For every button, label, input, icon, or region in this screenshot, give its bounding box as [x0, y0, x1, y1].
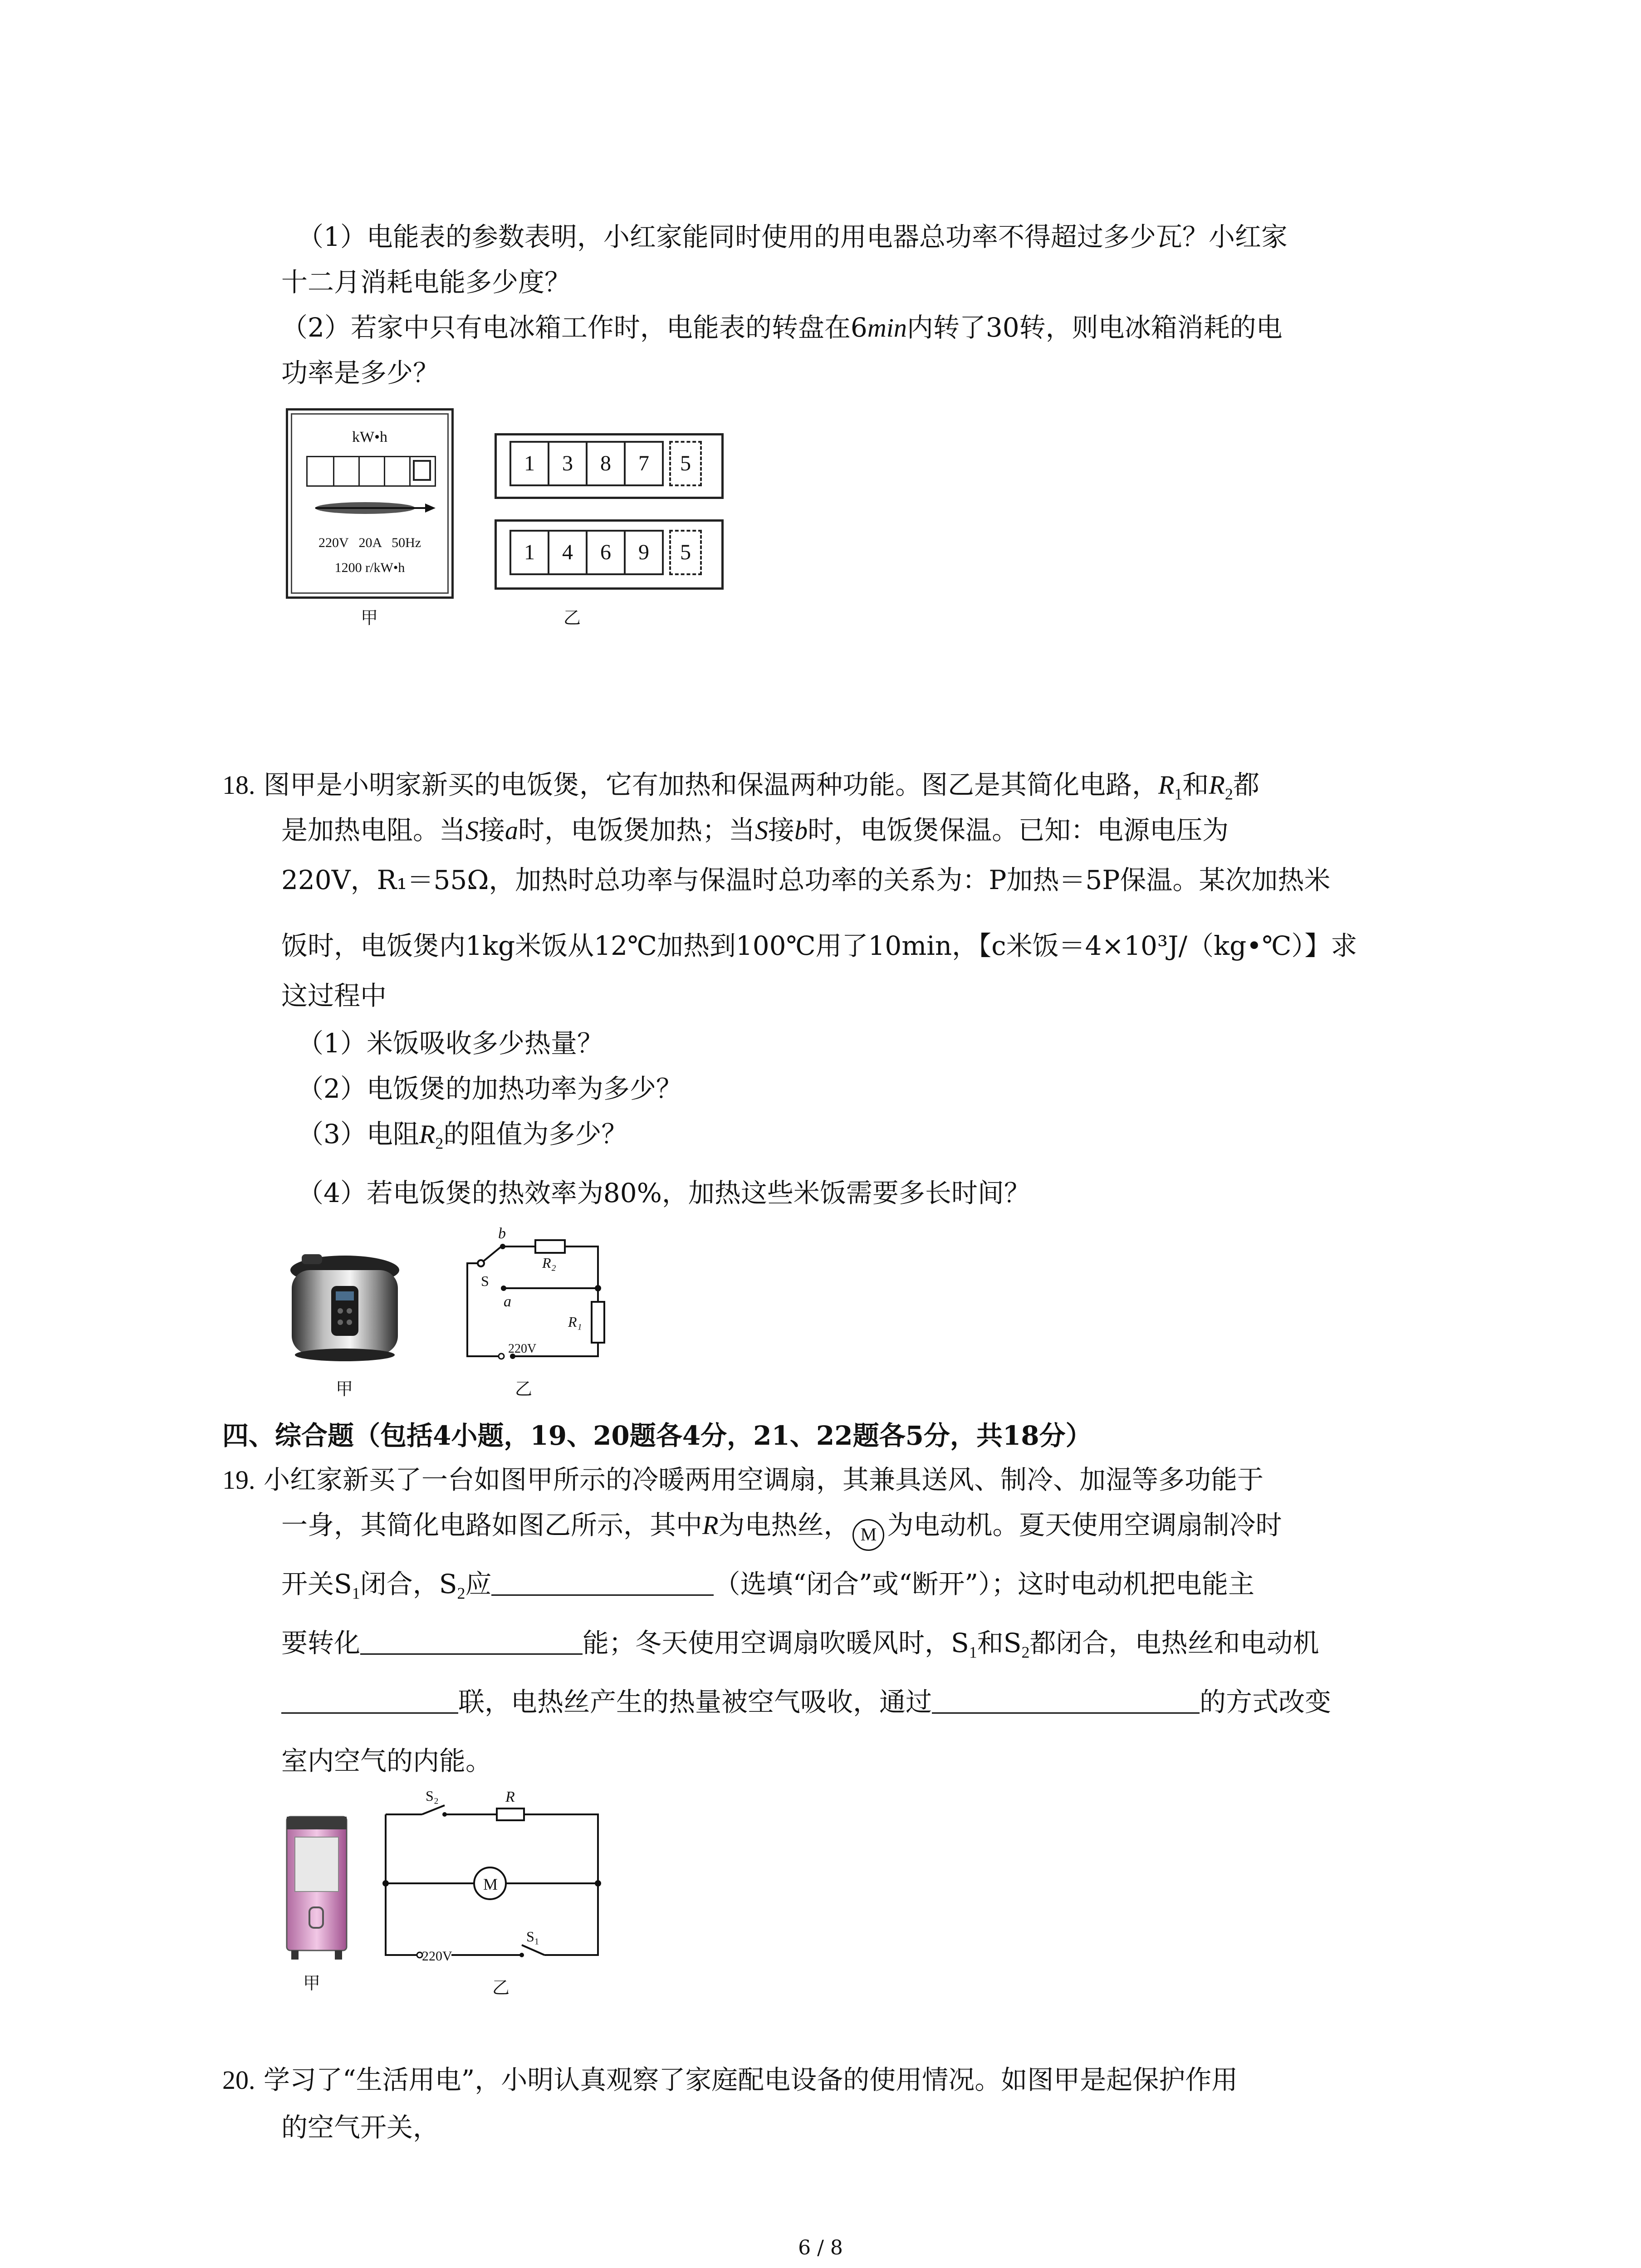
circuit-label-voltage: 220V [508, 1342, 537, 1356]
q19-line2: 一身，其简化电路如图乙所示，其中R为电热丝， M 为电动机。夏天使用空调扇制冷时 [281, 1507, 1282, 1551]
q20-line1: 20. 学习了“生活用电”，小明认真观察了家庭配电设备的使用情况。如图甲是起保护作用 [222, 2064, 1238, 2095]
meter-caption: 甲 [361, 608, 378, 628]
q18-sub3: （3）电阻$R_2$的阻值为多少？ [297, 1119, 628, 1153]
q17-part1-line1: （1）电能表的参数表明，小红家能同时使用的用电器总功率不得超过多少瓦？小红家 [297, 221, 1288, 252]
q19-line3: 开关$S_1$闭合，$S_2$应 （选填“闭合”或“断开”）；这时电动机把电能主 [281, 1566, 1254, 1602]
fan-circuit-label-m: M [483, 1875, 498, 1893]
q17-part2-line1: （2）若家中只有电冰箱工作时，电能表的转盘在6min内转了30转，则电冰箱消耗的电 [281, 312, 1283, 343]
motor-symbol-icon: M [852, 1519, 884, 1551]
fan-circuit-caption: 乙 [492, 1978, 510, 1998]
q17-part1-line2: 十二月消耗电能多少度？ [281, 267, 571, 298]
q19-line4: 要转化 能；冬天使用空调扇吹暖风时，$S_1$和$S_2$都闭合，电热丝和电动机 [281, 1625, 1319, 1661]
q18-line1: 18. 图甲是小明家新买的电饭煲，它有加热和保温两种功能。图乙是其简化电路，$R_1$和$R_2$都 [222, 769, 1259, 803]
rice-cooker-caption: 甲 [336, 1379, 353, 1399]
circuit-label-b: b [498, 1225, 506, 1242]
fan-circuit-label-voltage: 220V [422, 1949, 452, 1964]
meter-constant: 1200 r/kW•h [334, 560, 405, 575]
page-number: 6 / 8 [798, 2236, 843, 2259]
reading-digit: 3 [548, 441, 588, 486]
reading-box-bottom [495, 519, 724, 590]
fan-circuit-label-s2: S₂ [426, 1788, 439, 1804]
rice-cooker-circuit [449, 1220, 617, 1374]
meter-rating: 220V 20A 50Hz [318, 535, 421, 550]
answer-blank-1[interactable] [491, 1567, 714, 1596]
reading-digit: 6 [586, 530, 626, 575]
circuit-label-a: a [504, 1293, 511, 1310]
air-cooler-fan-image [281, 1812, 354, 1964]
fan-caption: 甲 [303, 1973, 321, 1993]
fan-circuit-label-s1: S₁ [526, 1928, 539, 1945]
reading-digit: 9 [624, 530, 664, 575]
q18-sub1: （1）米饭吸收多少热量？ [297, 1028, 603, 1059]
q18-line5: 这过程中 [281, 980, 387, 1011]
reading-digit: 1 [509, 530, 549, 575]
reading-digit: 4 [548, 530, 588, 575]
section4-heading: 四、综合题（包括4小题，19、20题各4分，21、22题各5分，共18分） [222, 1420, 1092, 1451]
q19-line6: 室内空气的内能。 [281, 1745, 492, 1776]
circuit-label-r1: R₁ [568, 1314, 582, 1330]
q18-line2: 是加热电阻。当S接a时，电饭煲加热；当S接b时，电饭煲保温。已知：电源电压为 [281, 815, 1229, 846]
electric-meter-figure [286, 408, 454, 599]
q18-line3: 220V，R₁＝55Ω，加热时总功率与保温时总功率的关系为：P加热＝5P保温。某次加热米 [281, 865, 1331, 895]
fan-circuit-label-r: R [505, 1789, 515, 1805]
circuit-label-s: S [481, 1273, 489, 1289]
rice-circuit-caption: 乙 [515, 1379, 533, 1399]
meter-display [306, 456, 436, 487]
reading-digit-decimal: 5 [669, 441, 702, 486]
reading-digit-decimal: 5 [669, 530, 702, 575]
reading-digit: 1 [509, 441, 549, 486]
meter-disc-arrow [306, 497, 438, 519]
q18-sub4: （4）若电饭煲的热效率为80%，加热这些米饭需要多长时间？ [297, 1178, 1030, 1208]
q20-line2: 的空气开关， [281, 2112, 440, 2143]
q19-line5: 联，电热丝产生的热量被空气吸收，通过 的方式改变 [281, 1684, 1331, 1720]
air-cooler-circuit [377, 1787, 608, 1969]
meter-unit: kW•h [352, 429, 387, 445]
circuit-label-r2: R₂ [542, 1255, 556, 1271]
reading-digit: 7 [624, 441, 664, 486]
q18-sub2: （2）电饭煲的加热功率为多少？ [297, 1073, 682, 1104]
answer-blank-3[interactable] [281, 1685, 458, 1714]
answer-blank-2[interactable] [360, 1626, 583, 1655]
answer-blank-4[interactable] [932, 1685, 1200, 1714]
reading-digit: 8 [586, 441, 626, 486]
rice-cooker-image [284, 1250, 406, 1365]
reading-caption: 乙 [563, 608, 581, 628]
q18-line4: 饭时，电饭煲内1kg米饭从12℃加热到100℃用了10min，【c米饭＝4×10³J/（kg•℃）】求 [281, 930, 1357, 961]
q17-part2-line2: 功率是多少？ [281, 357, 440, 388]
q19-line1: 19. 小红家新买了一台如图甲所示的冷暖两用空调扇，其兼具送风、制冷、加湿等多功能于 [222, 1464, 1264, 1495]
reading-box-top [495, 433, 724, 499]
